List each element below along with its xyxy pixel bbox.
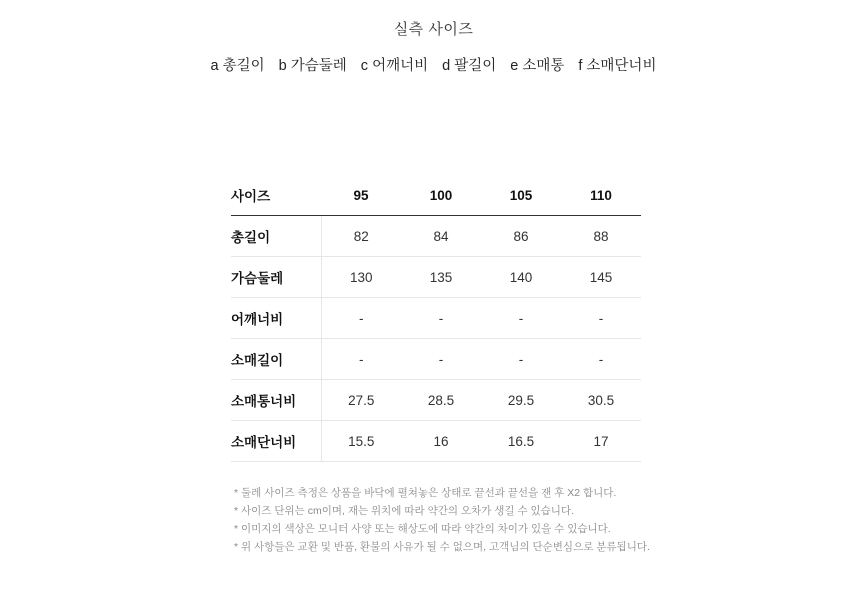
table-cell: - — [561, 339, 641, 380]
table-row — [231, 339, 641, 380]
table-cell: 88 — [561, 216, 641, 257]
table-cell: - — [481, 339, 561, 380]
table-cell: 86 — [481, 216, 561, 257]
table-cell: 130 — [321, 257, 401, 298]
note-line: * 위 사항들은 교환 및 반품, 환불의 사유가 될 수 없으며, 고객님의 단순변심으로 분류됩니다. — [234, 541, 650, 553]
legend-item-f: f 소매단너비 — [578, 58, 657, 74]
legend-item-d: d 팔길이 — [442, 58, 497, 74]
row-label: 가슴둘레 — [231, 257, 321, 298]
table-header-row — [231, 175, 641, 216]
table-row — [231, 380, 641, 421]
table-row — [231, 298, 641, 339]
table-cell: 16 — [401, 421, 481, 462]
table-cell: - — [401, 298, 481, 339]
table-row — [231, 216, 641, 257]
note-line: * 사이즈 단위는 cm이며, 재는 위치에 따라 약간의 오차가 생길 수 있습니다. — [234, 505, 575, 517]
header-size: 95 — [321, 175, 401, 216]
row-label: 소매길이 — [231, 339, 321, 380]
page-title: 실측 사이즈 — [393, 21, 474, 38]
table-cell: 82 — [321, 216, 401, 257]
row-label: 소매통너비 — [231, 380, 321, 421]
table-cell: 15.5 — [321, 421, 401, 462]
table-row — [231, 257, 641, 298]
table-cell: 17 — [561, 421, 641, 462]
measurement-legend — [0, 54, 867, 75]
table-cell: 145 — [561, 257, 641, 298]
note-line: * 이미지의 색상은 모니터 사양 또는 해상도에 따라 약간의 차이가 있을 수 있습니다. — [234, 523, 611, 535]
note-line: * 둘레 사이즈 측정은 상품을 바닥에 펼쳐놓은 상태로 끝선과 끝선을 잰 후 X2 합니다. — [234, 487, 617, 499]
row-label: 어깨너비 — [231, 298, 321, 339]
table-cell: - — [321, 339, 401, 380]
table-cell: 27.5 — [321, 380, 401, 421]
header-size-label: 사이즈 — [231, 175, 321, 216]
table-cell: 30.5 — [561, 380, 641, 421]
size-table — [231, 175, 641, 462]
table-cell: 140 — [481, 257, 561, 298]
table-cell: - — [401, 339, 481, 380]
header-size: 100 — [401, 175, 481, 216]
legend-item-c: c 어깨너비 — [360, 58, 429, 74]
table-cell: - — [561, 298, 641, 339]
table-cell: - — [321, 298, 401, 339]
legend-item-b: b 가슴둘레 — [278, 58, 347, 74]
table-row — [231, 421, 641, 462]
table-cell: 135 — [401, 257, 481, 298]
table-cell: 16.5 — [481, 421, 561, 462]
notes — [234, 484, 650, 556]
row-label: 소매단너비 — [231, 421, 321, 462]
legend-item-a: a 총길이 — [210, 58, 265, 74]
row-label: 총길이 — [231, 216, 321, 257]
table-cell: 28.5 — [401, 380, 481, 421]
header-size: 105 — [481, 175, 561, 216]
header-size: 110 — [561, 175, 641, 216]
table-cell: 29.5 — [481, 380, 561, 421]
table-cell: - — [481, 298, 561, 339]
table-cell: 84 — [401, 216, 481, 257]
legend-item-e: e 소매통 — [510, 58, 565, 74]
